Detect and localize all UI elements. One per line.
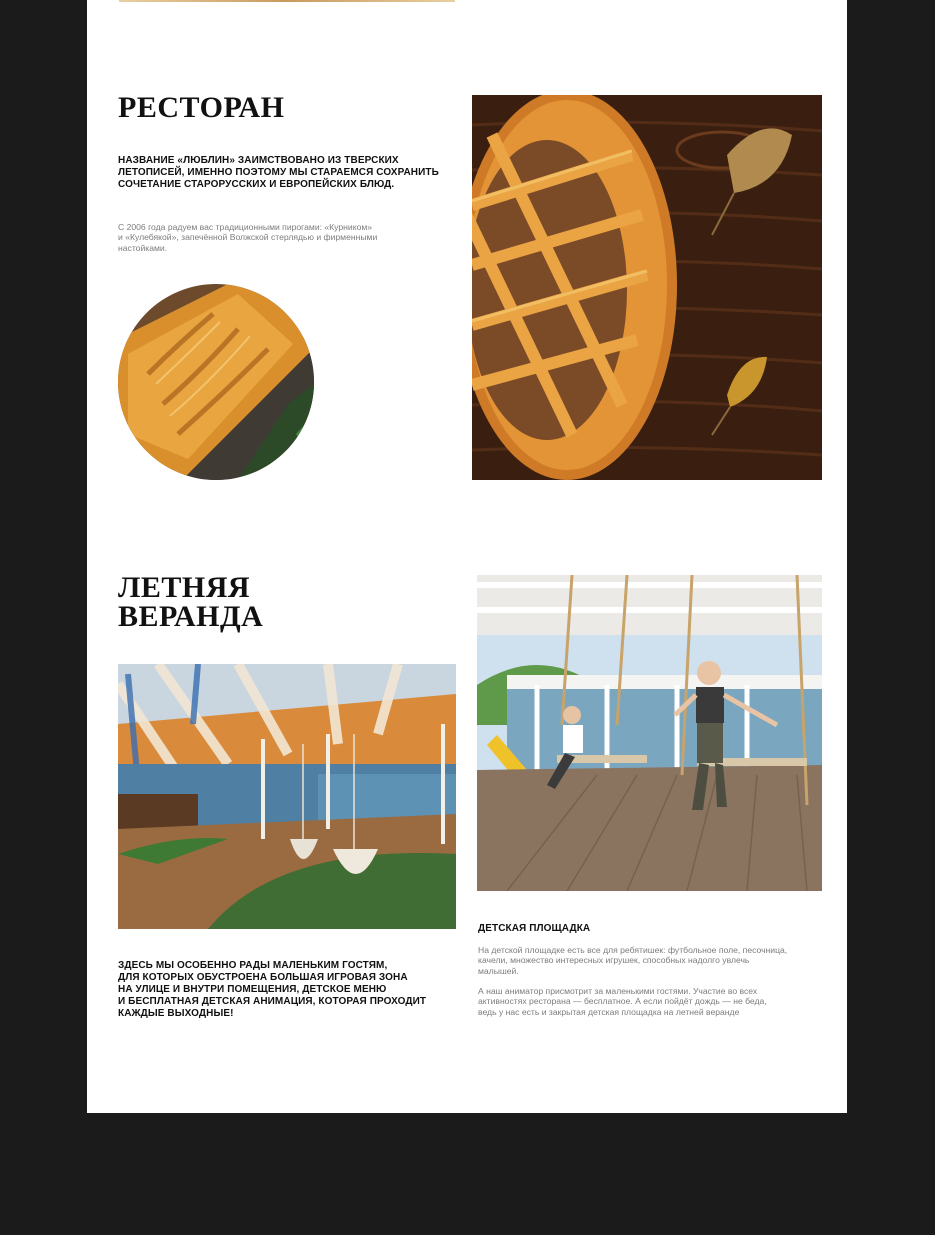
pie-on-wood-photo [472,95,822,480]
veranda-lead: ЗДЕСЬ МЫ ОСОБЕННО РАДЫ МАЛЕНЬКИМ ГОСТЯМ, ДЛЯ КОТОРЫХ ОБУСТРОЕНА БОЛЬШАЯ ИГРОВАЯ ЗОНА НА УЛИЦЕ И ВНУТРИ ПОМЕЩЕНИЯ, ДЕТСКОЕ МЕНЮ И БЕСПЛАТНАЯ ДЕТСКАЯ АНИМАЦИЯ, КОТОРАЯ ПРОХОДИТ КАЖДЫЕ ВЫХОДНЫЕ! [118,960,427,1019]
restaurant-description: С 2006 года радуем вас традиционными пирогами: «Курником» и «Кулебякой», запечённой Волжской стерлядью и фирменными настойками. [118,222,378,253]
content-page [87,0,847,1113]
veranda-interior-photo [118,664,456,929]
playground-paragraph-2: А наш аниматор присмотрит за маленькими гостями. Участие во всех активностях ресторана — бесплатное. А если пойдёт дождь — не беда, ведь у нас есть и закрытая детская площадка на летней веранде [478,986,767,1017]
top-divider [119,0,455,2]
restaurant-title: РЕСТОРАН [118,91,285,124]
playground-title: ДЕТСКАЯ ПЛОЩАДКА [478,923,591,934]
veranda-title: ЛЕТНЯЯ ВЕРАНДА [118,571,264,633]
kids-swing-photo [477,575,822,891]
restaurant-lead: НАЗВАНИЕ «ЛЮБЛИН» ЗАИМСТВОВАНО ИЗ ТВЕРСКИХ ЛЕТОПИСЕЙ, ИМЕННО ПОЭТОМУ МЫ СТАРАЕМСЯ СОХРАНИТЬ СОЧЕТАНИЕ СТАРОРУССКИХ И ЕВРОПЕЙСКИХ БЛЮД. [118,155,439,190]
kulebyaka-round-photo [118,284,314,480]
playground-paragraph-1: На детской площадке есть все для ребятишек: футбольное поле, песочница, качели, множество интересных игрушек, способных надолго увлечь малышей. [478,945,788,976]
